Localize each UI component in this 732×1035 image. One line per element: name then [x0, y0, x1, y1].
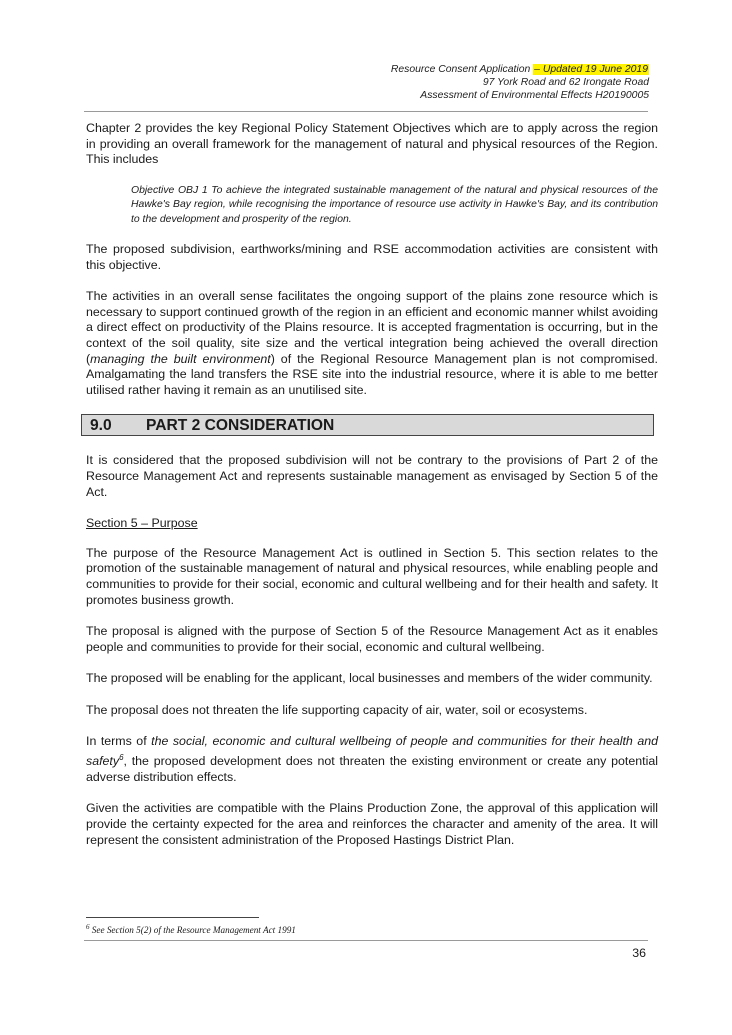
- paragraph-text: In terms of: [86, 734, 152, 749]
- paragraph-text: The activities in an overall sense facilitates the ongoing support of the plains zone resource which is necessary to support continued growth of the region in an efficient and economic manner whilst avoiding a direct effect on productivity of the Plains resource. It is accepted fragmentation is occurring, but in the context of the soil quality, site size and the vertical integration being achieved the overall direction (: [86, 289, 658, 366]
- paragraph-emphasis: the social, economic and cultural wellbeing of people and communities for their health and safety: [86, 734, 658, 769]
- page-number: 36: [632, 946, 646, 960]
- paragraph: The proposed subdivision, earthworks/mining and RSE accommodation activities are consistent with this objective.: [86, 242, 658, 272]
- paragraph: The proposal does not threaten the life supporting capacity of air, water, soil or ecosystems.: [86, 702, 588, 717]
- paragraph: Chapter 2 provides the key Regional Policy Statement Objectives which are to apply across the region in providing an overall framework for the management of natural and physical resources of the Region. This includes: [86, 121, 658, 167]
- header-address: 97 York Road and 62 Irongate Road: [482, 77, 649, 89]
- document-body: [86, 121, 658, 864]
- header-line-1: [391, 63, 649, 76]
- footnote-marker: 6: [86, 923, 90, 931]
- paragraph: [86, 289, 658, 398]
- page-header: [391, 63, 649, 103]
- paragraph-emphasis: managing the built environment: [90, 351, 271, 366]
- section-heading-bar: [81, 414, 654, 436]
- header-divider: [84, 111, 648, 112]
- paragraph: [86, 734, 658, 785]
- header-report-ref: Assessment of Environmental Effects H20190005: [420, 90, 649, 102]
- footnote-text: See Section 5(2) of the Resource Management Act 1991: [91, 925, 296, 936]
- footnote: [86, 922, 296, 936]
- footnote-divider: [86, 917, 259, 918]
- paragraph-text: ) of the Regional Resource Management plan is not compromised. Amalgamating the land transfers the RSE site into the industrial resource, where it is able to me better utilised rather having it remain as an unutilised site.: [86, 351, 658, 397]
- section-number: 9.0: [90, 417, 112, 435]
- paragraph: The proposal is aligned with the purpose of Section 5 of the Resource Management Act as it enables people and communities to provide for their social, economic and cultural wellbeing.: [86, 624, 658, 654]
- header-update-highlight: – Updated 19 June 2019: [534, 64, 648, 75]
- paragraph: It is considered that the proposed subdivision will not be contrary to the provisions of Part 2 of the Resource Management Act and represents sustainable management as envisaged by Section 5 of the Act.: [86, 453, 658, 499]
- paragraph: The proposed will be enabling for the applicant, local businesses and members of the wider community.: [86, 671, 653, 686]
- header-application-title: Resource Consent Application: [390, 64, 531, 75]
- objective-quote: Objective OBJ 1 To achieve the integrated sustainable management of the natural and physical resources of the Hawke's Bay region, while recognising the importance of resource use activity in Hawke's Bay, and its contribution to the development and prosperity of the region.: [131, 184, 658, 225]
- paragraph: Given the activities are compatible with the Plains Production Zone, the approval of this application will provide the certainty expected for the area and reinforces the character and amenity of the area. It will represent the consistent administration of the Proposed Hastings District Plan.: [86, 801, 658, 847]
- paragraph: The purpose of the Resource Management Act is outlined in Section 5. This section relates to the promotion of the sustainable management of natural and physical resources, while enabling people and communities to provide for their social, economic and cultural wellbeing and for their health and safety. It promotes business growth.: [86, 545, 658, 607]
- footer-divider: [84, 940, 648, 941]
- footnote-reference: 6: [119, 753, 124, 763]
- section-title: PART 2 CONSIDERATION: [146, 417, 335, 435]
- subheading: Section 5 – Purpose: [86, 516, 198, 531]
- paragraph-text: , the proposed development does not threaten the existing environment or create any potential adverse distribution effects.: [86, 754, 658, 784]
